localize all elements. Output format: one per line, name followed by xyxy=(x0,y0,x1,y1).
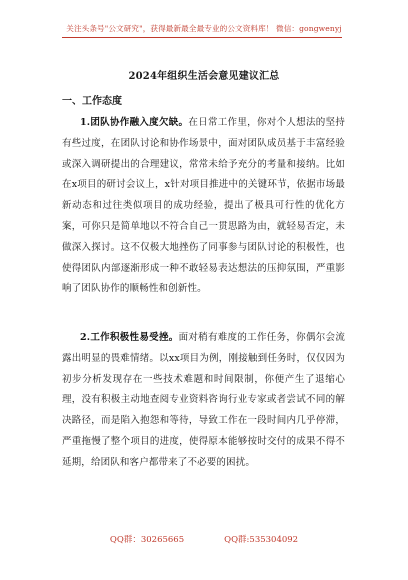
footer xyxy=(0,534,408,546)
document-title: 2024年组织生活会意见建议汇总 xyxy=(128,71,280,82)
paragraph-lead-motivation: 2.工作积极性易受挫。 xyxy=(80,332,179,343)
paragraph-body-teamwork: 在日常工作里，你对个人想法的坚持有些过度，在团队讨论和协作场景中，面对团队成员基于丰富经验或深入调研提出的合理建议，常常未给予充分的考量和接纳。比如在x项目的研讨会议上，x针对项目推进中的关键环节，依据市场最新动态和过往类似项目的成功经验，提出了极具可行性的优化方案，可你只是简单地以不符合自己一贯思路为由，就轻易否定，未做深入探讨。这不仅极大地挫伤了同事参与团队讨论的积极性，也使得团队内部逐渐形成一种不敢轻易表达想法的压抑氛围，严重影响了团队协作的顺畅性和创新性。 xyxy=(62,117,345,295)
section-heading-work-attitude: 一、工作态度 xyxy=(62,96,122,107)
paragraph-teamwork xyxy=(62,113,345,300)
header-banner: 关注头条号"公文研究"，获得最新最全最专业的公文资料库！ 微信：gongwenyj xyxy=(66,24,342,33)
footer-qq-group-1: QQ群：30265665 xyxy=(109,535,185,545)
paragraph-lead-teamwork: 1.团队协作融入度欠缺。 xyxy=(80,117,189,128)
paragraph-body-motivation: 面对稍有难度的工作任务，你偶尔会流露出明显的畏难情绪。以xx项目为例，刚接触到任务时，仅仅因为初步分析发现存在一些技术难题和时间限制，你便产生了退缩心理，没有积极主动地查阅专业资料咨询行业专家或者尝试不同的解决路径，而是陷入抱怨和等待，导致工作在一段时间内几乎停滞，严重拖慢了整个项目的进度，使得原本能够按时交付的成果不得不延期，给团队和客户都带来了不必要的困扰。 xyxy=(62,332,345,468)
paragraph-motivation xyxy=(62,328,345,474)
footer-qq-group-2: QQ群:535304092 xyxy=(224,535,299,545)
header-divider xyxy=(62,37,342,38)
